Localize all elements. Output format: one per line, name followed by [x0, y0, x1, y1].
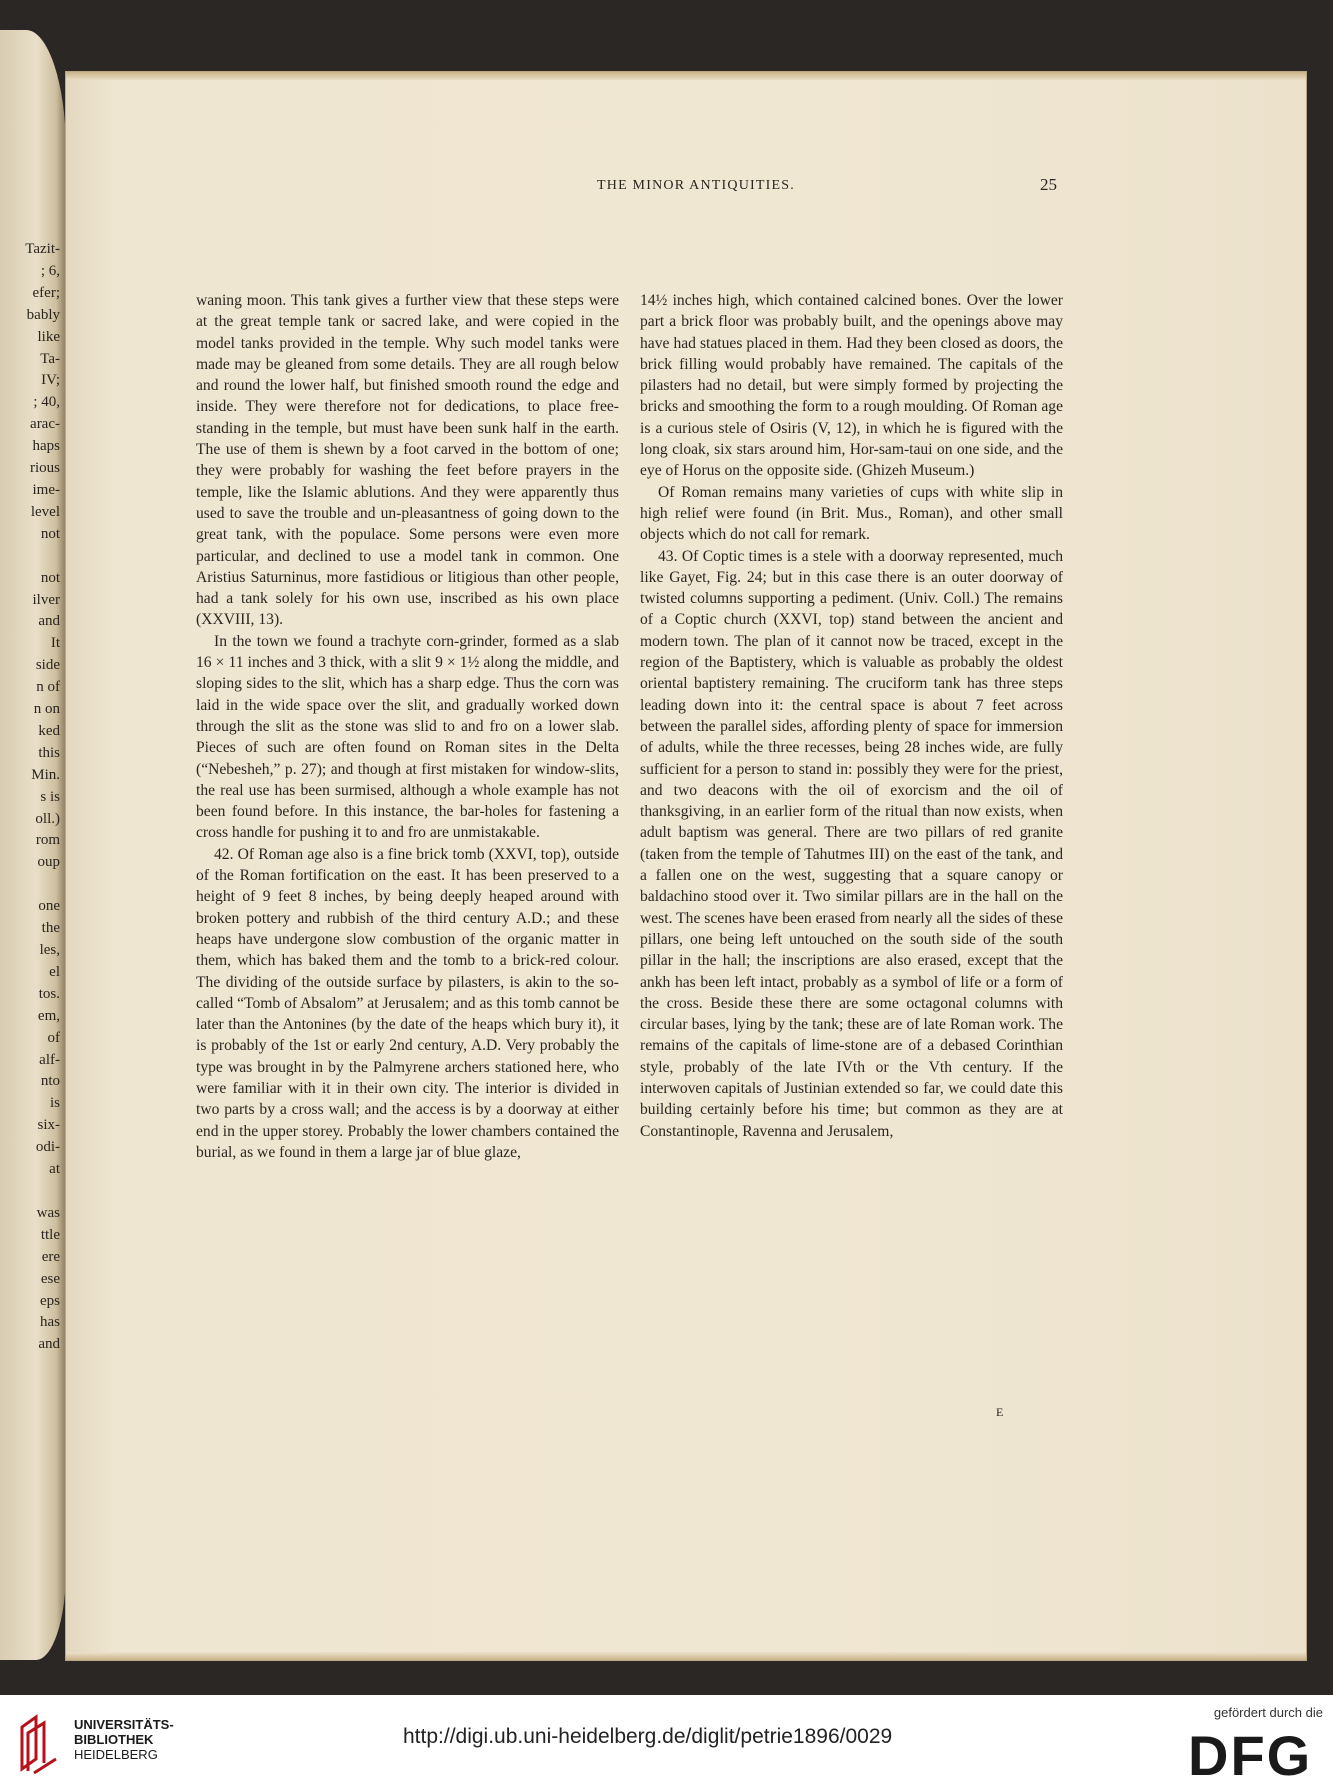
paragraph: 14½ inches high, which contained calcined bones. Over the lower part a brick floor was probably built, and the openings above may have had statues placed in them. Had they been closed as doors, the brick filling would probably have remained. The capitals of the pilasters had no detail, but were simply formed by projecting the bricks and smoothing the form to a rough moulding. Of Roman age is a curious stele of Osiris (V, 12), in which he is figured with the long cloak, six stars around him, Hor-sam-taui on one side, and the eye of Horus on the opposite side. (Ghizeh Museum.)	[640, 292, 1063, 480]
opposite-page-text-fragment: level	[30, 503, 60, 520]
opposite-page-text-fragment: and	[38, 1336, 60, 1353]
opposite-page-text-fragment: IV;	[41, 372, 60, 389]
opposite-page-text-fragment: oll.)	[35, 810, 60, 827]
opposite-page-text-fragment: n of	[36, 679, 60, 696]
opposite-page-text-fragment: Tazit-	[25, 241, 60, 257]
right-text-column	[640, 290, 1063, 1142]
opposite-page-text-fragment: of	[47, 1029, 60, 1046]
opposite-page-text-fragment: ere	[41, 1248, 60, 1265]
opposite-page-text-fragment: the	[41, 920, 60, 937]
opposite-page-text-fragment: rious	[30, 460, 60, 476]
opposite-page-text-fragment: is	[49, 1095, 60, 1112]
opposite-page-text-fragment: Min.	[31, 766, 60, 783]
page-number: 25	[1040, 175, 1057, 194]
opposite-page-text-fragment: oup	[37, 854, 60, 871]
left-text-column	[196, 290, 619, 1163]
opposite-page-text-fragment: el	[49, 963, 60, 980]
opposite-page-text-fragment: nto	[40, 1073, 60, 1090]
paragraph: 42. Of Roman age also is a fine brick tomb (XXVI, top), outside of the Roman fortification on the east. It has been preserved to a height of 9 feet 8 inches, by being deeply heaped around with broken pottery and rubbish of the third century A.D.; and these heaps have undergone slow combustion of the organic matter in them, which has baked them and the tomb to a brick-red colour. The dividing of the outside surface by pilasters, is akin to the so-called “Tomb of Absalom” at Jerusalem; and as this tomb cannot be later than the Antonines (by the date of the heaps which bury it), it is probably of the 1st or early 2nd century, A.D. Very probably the type was brought in by the Palmyrene archers stationed here, who were familiar with it in their own city. The interior is divided in two parts by a cross wall; and the access is by a doorway at either end in the upper storey. Probably the lower chambers contained the burial, as we found in them a large jar of blue glaze,	[196, 845, 619, 1161]
opposite-page-text-fragment: alf-	[39, 1051, 60, 1068]
paragraph: 43. Of Coptic times is a stele with a doorway represented, much like Gayet, Fig. 24; but in this case there is an outer doorway of twisted columns supporting a pediment. (Univ. Coll.) The remains of a Coptic church (XXVI, top) stand between the ancient and modern town. The plan of it cannot now be traced, except in the region of the Baptistery, which is valuable as probably the oldest oriental baptistery remaining. The cruciform tank has three steps leading down into it: the central space is about 7 feet across between the parallel sides, affording plenty of space for immersion of adults, while the three recesses, being 28 inches wide, are fully sufficient for a person to stand in: possibly they were for the priest, and two deacons with the oil of exorcism and the oil of thanksgiving, in an earlier form of the ritual than now exists, when adult baptism was general. There are two pillars of red granite (taken from the temple of Tahutmes III) on the east of the tank, and a fallen one on the west, suggesting that a square canopy or baldachino stood over it. Two similar pillars are in the hall on the west. The scenes have been erased from nearly all the sides of these pillars, one being left untouched on the south side of the south pillar in the hall; the inscriptions are also erased, except that the ankh has been left intact, probably as a symbol of life or a form of the cross. Beside these there are some octagonal columns with circular bases, lying by the tank; these are of late Roman work. The remains of the capitals of lime-stone are of a debased Corinthian style, probably of the late IVth or the Vth century. If the interwoven capitals of Justinian extended so far, we could date this building certainly before his time; but common as they are at Constantinople, Ravenna and Jerusalem,	[640, 547, 1063, 1140]
opposite-page-text-fragment: rom	[35, 832, 60, 849]
opposite-page-text-fragment: em,	[37, 1007, 60, 1024]
opposite-page-text-fragment: s is	[40, 788, 60, 805]
opposite-page-text-fragment: It	[50, 635, 60, 652]
opposite-page-text-fragment: ese	[40, 1270, 60, 1287]
opposite-page-text-fragment: ime-	[32, 481, 60, 498]
opposite-page-text-fragment: Ta-	[40, 350, 60, 367]
opposite-page-text-fragment: one	[38, 898, 60, 915]
opposite-page-text-fragment: ked	[38, 722, 60, 739]
opposite-page-text-fragment: ilver	[32, 591, 60, 608]
opposite-page-text-fragment: les,	[39, 942, 60, 958]
library-name-line3: HEIDELBERG	[74, 1747, 158, 1762]
paragraph: Of Roman remains many varieties of cups with white slip in high relief were found (in Brit. Mus., Roman), and other small objects which do not call for remark.	[640, 483, 1063, 544]
running-head: THE MINOR ANTIQUITIES.	[597, 178, 795, 193]
opposite-page-text-fragment: six-	[37, 1117, 60, 1134]
opposite-page-text-fragment: n on	[33, 701, 60, 717]
paragraph: waning moon. This tank gives a further view that these steps were at the great temple tank or sacred lake, and were copied in the model tanks provided in the temple. Why such model tanks were made may be gleaned from some details. They are all rough below and round the lower half, but finished smooth round the edge and inside. They were therefore not for dedications, to place free-standing in the temple, but must have been sunk half in the earth. The use of them is shewn by a foot carved in the bottom of one; they were probably for washing the feet before prayers in the temple, like the Islamic ablutions. And they were apparently thus used to save the trouble and un-pleasantness of going down to the great tank, with the populace. Some persons were even more particular, and declined to use a model tank in common. One Aristius Saturninus, more fastidious or litigious than other people, had a tank solely for his own use, inscribed as his own place (XXVIII, 13).	[196, 292, 619, 629]
opposite-page-text-fragment: side	[35, 657, 60, 674]
opposite-page-text-fragment: arac-	[30, 416, 60, 433]
opposite-page-text-fragment: ; 40,	[33, 394, 60, 411]
dfg-logo-text: DFG	[1188, 1724, 1313, 1783]
library-name[interactable]	[74, 1717, 174, 1762]
funded-by-label: gefördert durch die	[1213, 1705, 1323, 1720]
opposite-page-text-fragment: was	[36, 1204, 60, 1221]
opposite-page-text-fragment: and	[38, 613, 60, 630]
dfg-logo-icon[interactable]	[1186, 1723, 1326, 1783]
signature-mark: E	[996, 1405, 1004, 1419]
paragraph: In the town we found a trachyte corn-grinder, formed as a slab 16 × 11 inches and 3 thick, with a slit 9 × 1½ along the middle, and sloping sides to the slit, which has a sharp edge. Thus the corn was laid in the wide space over the slit, and gradually worked down through the slit as the stone was slid to and fro on a lower slab. Pieces of such are often found on Roman sites in the Delta (“Nebesheh,” p. 27); and though at first mistaken for window-slits, the real use has been surmised, although a whole example has not been found before. In this instance, the bar-holes for fastening a cross handle for pushing it to and fro are unmistakable.	[196, 632, 619, 842]
opposite-page-text-fragment: has	[40, 1314, 60, 1331]
opposite-page-text-fragment: haps	[32, 438, 60, 455]
opposite-page-text-fragment: eps	[40, 1292, 60, 1309]
opposite-page-text-fragment: ; 6,	[40, 262, 60, 279]
opposite-page-text-fragment: tos.	[38, 985, 60, 1002]
opposite-page-text-fragment: at	[49, 1161, 60, 1177]
opposite-page-text-fragment: efer;	[32, 284, 60, 301]
opposite-page-text-fragment: this	[38, 744, 60, 761]
footer-bar	[0, 1695, 1333, 1788]
opposite-page-text-fragment: bably	[26, 306, 60, 323]
source-url-link[interactable]: http://digi.ub.uni-heidelberg.de/diglit/petrie1896/0029	[403, 1725, 893, 1748]
opposite-page-text-fragment: odi-	[35, 1139, 60, 1156]
opposite-page-text-fragment: ttle	[40, 1226, 60, 1243]
opposite-page-text-fragment: like	[37, 328, 60, 345]
library-name-line1: UNIVERSITÄTS-	[74, 1717, 174, 1732]
library-name-line2: BIBLIOTHEK	[74, 1732, 154, 1747]
opposite-page-fragment	[0, 30, 66, 1660]
opposite-page-text-fragment: not	[40, 525, 60, 542]
university-library-logo-icon[interactable]	[14, 1713, 64, 1775]
opposite-page-text-fragment: not	[40, 569, 60, 586]
